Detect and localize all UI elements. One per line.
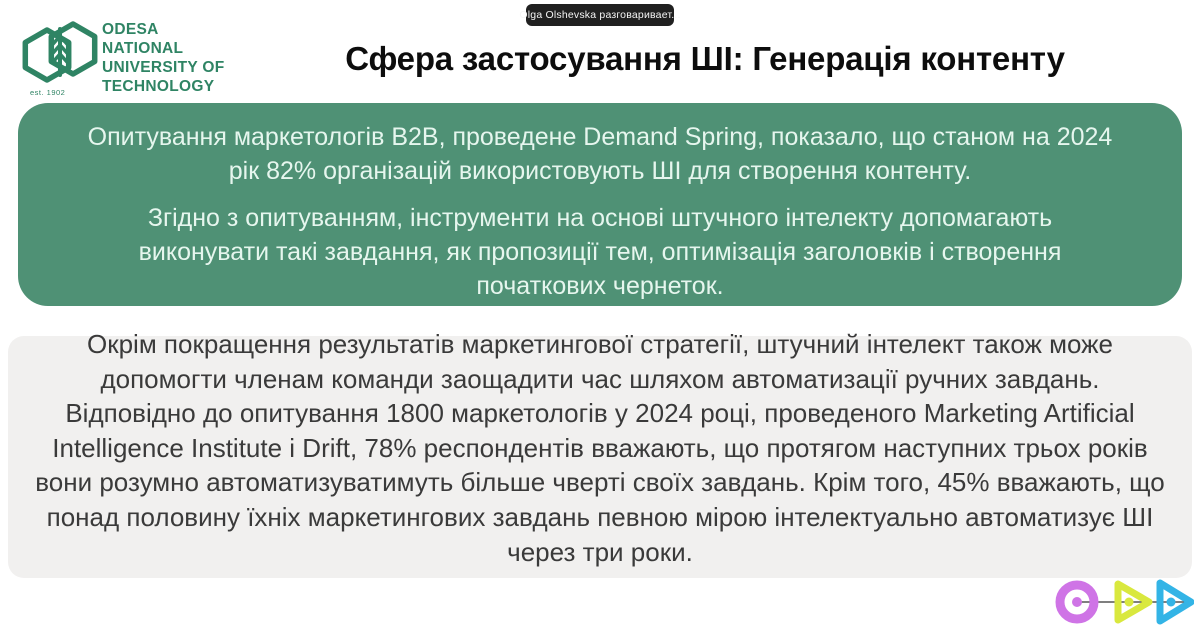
slide-title: Сфера застосування ШІ: Генерація контенту: [345, 40, 1065, 77]
body-paragraph-text: Окрім покращення результатів маркетингової стратегії, штучний інтелект також може допомогти членам команди заощадити час шляхом автоматизації ручних завдань. Відповідно до опитування 1800 маркетологів у 2024 році, проведеного Marketing Artificial Intelligence Institute і Drift, 78% респондентів вважають, що протягом наступних трьох років вони розумно автоматизуватимуть більше чверті своїх завдань. Крім того, 45% вважають, що понад половину їхніх маркетингових завдань певною мірою інтелектуально автоматизує ШІ через три роки.: [35, 329, 1165, 567]
university-name: [102, 20, 224, 96]
highlight-paragraph-1: Опитування маркетологів B2B, проведене Demand Spring, показало, що станом на 2024 рік 82% організацій використовують ШІ для створення контенту.: [87, 123, 1113, 185]
university-name-line: ODESA: [102, 21, 159, 38]
highlight-paragraph-2: Згідно з опитуванням, інструменти на основі штучного інтелекту допомагають виконувати такі завдання, як пропозиції тем, оптимізація заголовків і створення початкових чернеток.: [138, 204, 1062, 300]
speaking-indicator: Olga Olshevska разговаривает...: [526, 4, 674, 26]
university-name-line: UNIVERSITY OF: [102, 59, 225, 76]
highlight-box: [18, 103, 1182, 306]
university-name-line: NATIONAL: [102, 40, 184, 57]
wheat-hexagon-emblem-icon: [20, 14, 100, 88]
university-name-line: TECHNOLOGY: [102, 78, 215, 95]
slide-decoration: [1042, 577, 1194, 627]
university-logo: [18, 12, 248, 100]
logo-est-year: est. 1902: [30, 88, 66, 97]
body-paragraph: [20, 327, 1180, 569]
